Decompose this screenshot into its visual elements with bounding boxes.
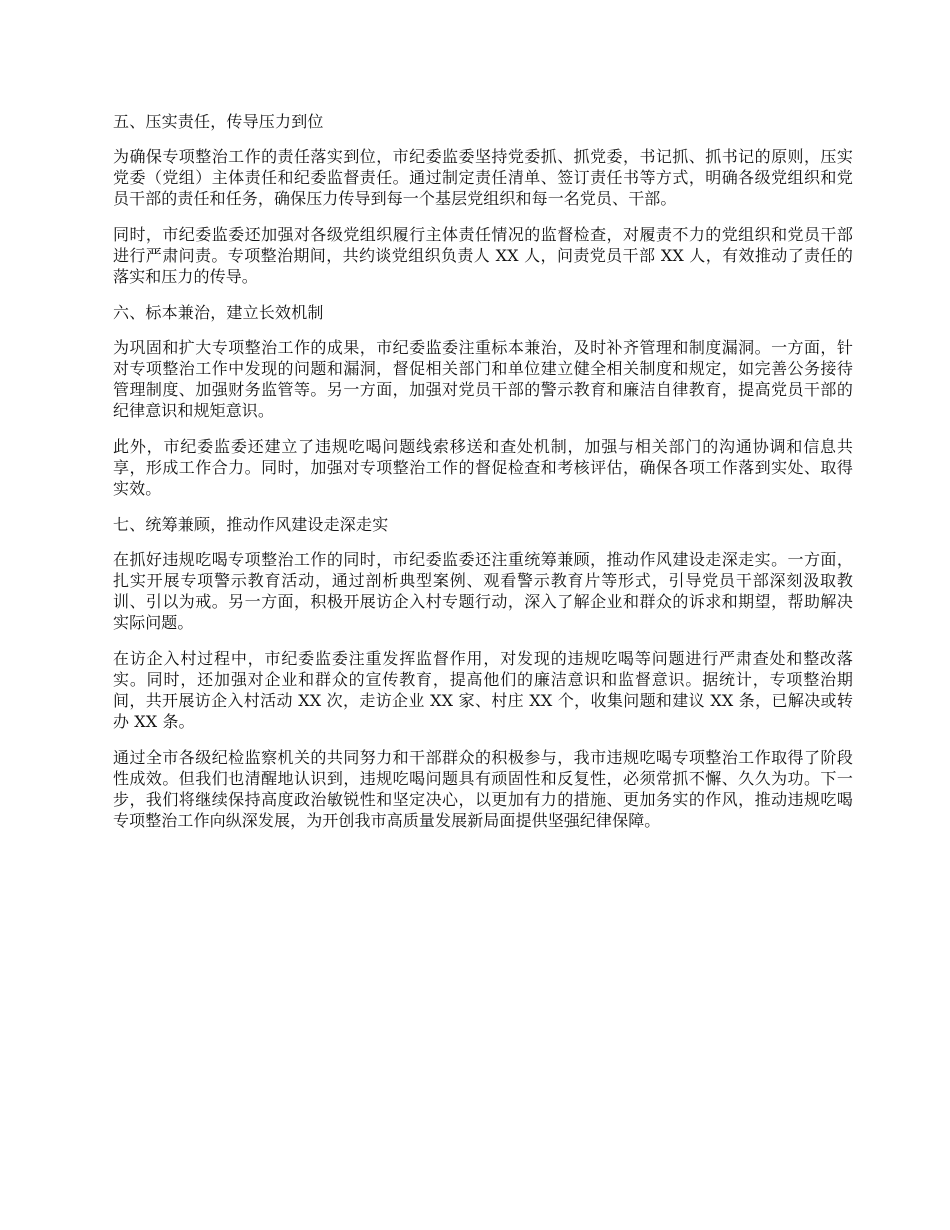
section-6-paragraph-2: 此外，市纪委监委还建立了违规吃喝问题线索移送和查处机制，加强与相关部门的沟通协调和信息共享，形成工作合力。同时，加强对专项整治工作的督促检查和考核评估，确保各项工作落到实处、取得实效。	[113, 437, 853, 498]
section-7-paragraph-1: 在抓好违规吃喝专项整治工作的同时，市纪委监委还注重统筹兼顾，推动作风建设走深走实。一方面，扎实开展专项警示教育活动，通过剖析典型案例、观看警示教育片等形式，引导党员干部深刻汲取教训、引以为戒。另一方面，积极开展访企入村专题行动，深入了解企业和群众的诉求和期望，帮助解决实际问题。	[113, 550, 853, 632]
section-heading-7: 七、统筹兼顾，推动作风建设走深走实	[113, 515, 389, 534]
section-heading-6: 六、标本兼治，建立长效机制	[113, 303, 324, 322]
closing-paragraph: 通过全市各级纪检监察机关的共同努力和干部群众的积极参与，我市违规吃喝专项整治工作取得了阶段性成效。但我们也清醒地认识到，违规吃喝问题具有顽固性和反复性，必须常抓不懈、久久为功。下一步，我们将继续保持高度政治敏锐性和坚定决心，以更加有力的措施、更加务实的作风，推动违规吃喝专项整治工作向纵深发展，为开创我市高质量发展新局面提供坚强纪律保障。	[113, 748, 853, 830]
section-5-paragraph-2: 同时，市纪委监委还加强对各级党组织履行主体责任情况的监督检查，对履责不力的党组织和党员干部进行严肃问责。专项整治期间，共约谈党组织负责人 XX 人，问责党员干部 XX 人，有效推动了责任的落实和压力的传导。	[113, 225, 853, 286]
section-7-paragraph-2: 在访企入村过程中，市纪委监委注重发挥监督作用，对发现的违规吃喝等问题进行严肃查处和整改落实。同时，还加强对企业和群众的宣传教育，提高他们的廉洁意识和监督意识。据统计，专项整治期间，共开展访企入村活动 XX 次，走访企业 XX 家、村庄 XX 个，收集问题和建议 XX 条，已解决或转办 XX 条。	[113, 649, 853, 731]
section-5-paragraph-1: 为确保专项整治工作的责任落实到位，市纪委监委坚持党委抓、抓党委，书记抓、抓书记的原则，压实党委（党组）主体责任和纪委监督责任。通过制定责任清单、签订责任书等方式，明确各级党组织和党员干部的责任和任务，确保压力传导到每一个基层党组织和每一名党员、干部。	[113, 147, 853, 208]
section-heading-5: 五、压实责任，传导压力到位	[113, 112, 324, 131]
section-6-paragraph-1: 为巩固和扩大专项整治工作的成果，市纪委监委注重标本兼治，及时补齐管理和制度漏洞。一方面，针对专项整治工作中发现的问题和漏洞，督促相关部门和单位建立健全相关制度和规定，如完善公务接待管理制度、加强财务监管等。另一方面，加强对党员干部的警示教育和廉洁自律教育，提高党员干部的纪律意识和规矩意识。	[113, 338, 853, 420]
document-page	[113, 111, 853, 846]
